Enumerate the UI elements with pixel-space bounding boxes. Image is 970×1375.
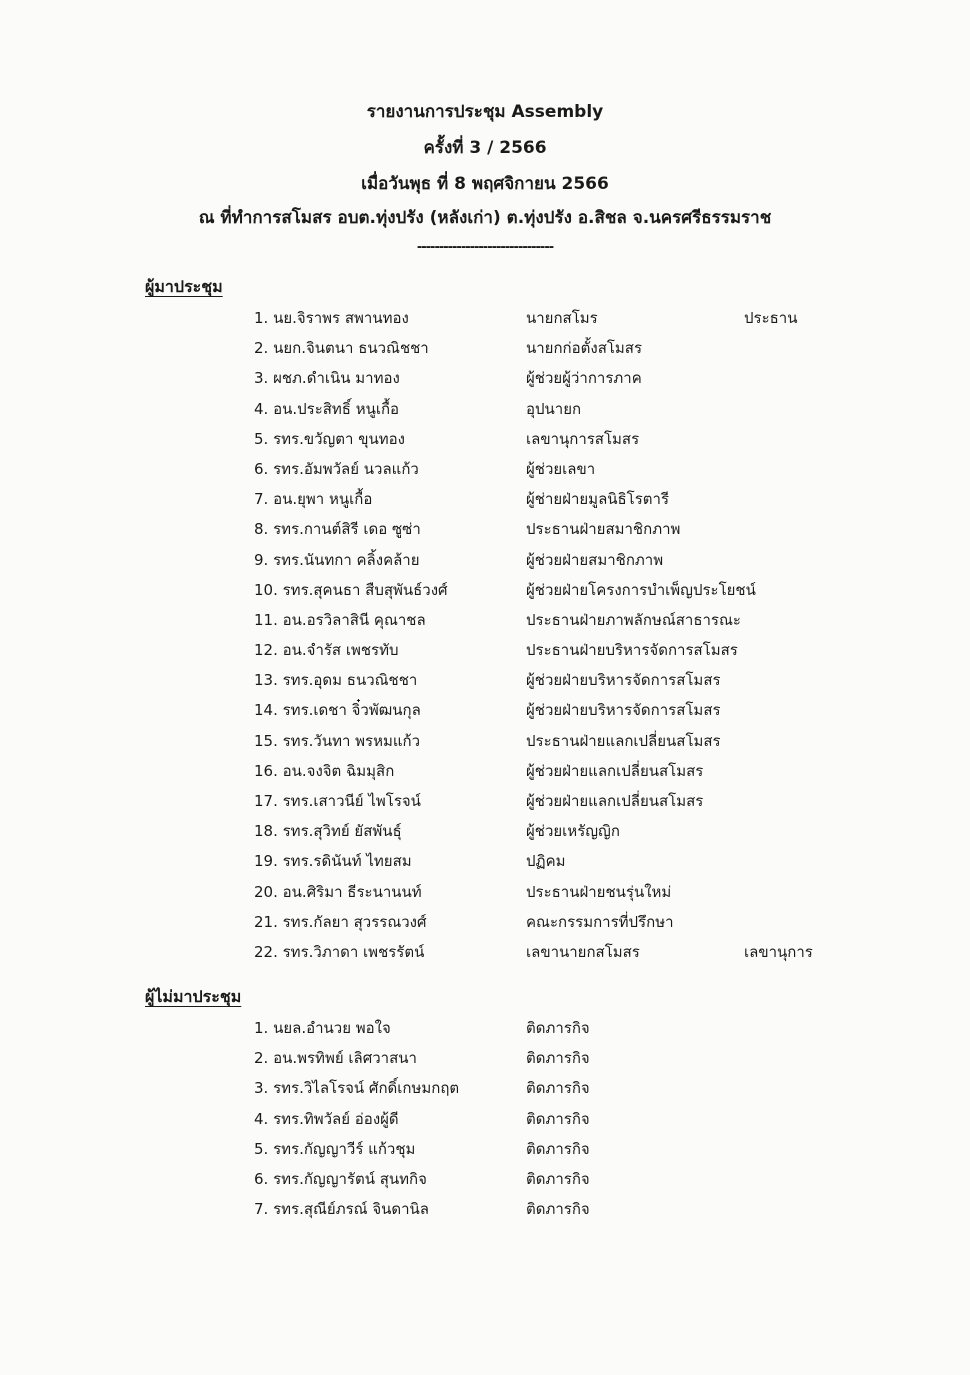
absentee-reason: ติดภารกิจ — [526, 1109, 590, 1128]
absentee-row — [0, 1197, 970, 1227]
attendee-position: คณะกรรมการที่ปรึกษา — [526, 912, 674, 931]
attendee-name: 15. รทร.วันทา พรหมแก้ว — [254, 731, 421, 750]
absentees-list — [0, 1016, 970, 1227]
attendee-row — [0, 548, 970, 578]
attendee-name: 6. รทร.อัมพวัลย์ นวลแก้ว — [254, 459, 419, 478]
attendee-row — [0, 849, 970, 879]
attendee-position: ประธานฝ่ายภาพลักษณ์สาธารณะ — [526, 610, 741, 629]
attendee-name: 18. รทร.สุวิทย์ ยัสพันธุ์ — [254, 822, 402, 841]
attendee-name: 20. อน.ศิริมา ธีระนานนท์ — [254, 882, 422, 901]
attendee-row — [0, 306, 970, 336]
attendee-name: 12. อน.จำรัส เพชรทับ — [254, 641, 399, 660]
attendee-row — [0, 487, 970, 517]
attendee-row — [0, 880, 970, 910]
attendee-row — [0, 729, 970, 759]
meeting-venue: ณ ที่ทำการสโมสร อบต.ทุ่งปรัง (หลังเก่า) ต.ทุ่งปรัง อ.สิชล จ.นครศรีธรรมราช — [198, 208, 772, 228]
attendee-position: ผู้ช่วยฝ่ายบริหารจัดการสโมสร — [526, 701, 721, 720]
attendee-row — [0, 427, 970, 457]
attendee-name: 9. รทร.นันทกา คลิ้งคล้าย — [254, 550, 420, 569]
absentee-reason: ติดภารกิจ — [526, 1049, 590, 1068]
absentee-row — [0, 1167, 970, 1197]
attendee-row — [0, 940, 970, 970]
attendee-row — [0, 517, 970, 547]
attendee-position: ผู้ช่วยฝ่ายสมาชิกภาพ — [526, 550, 664, 569]
absentee-name: 3. รทร.วิไลโรจน์ ศักดิ์เกษมกฤต — [254, 1079, 460, 1098]
attendee-row — [0, 397, 970, 427]
attendee-position: ผู้ช่วยผู้ว่าการภาค — [526, 369, 642, 388]
attendee-name: 14. รทร.เดชา จิ๋วพัฒนกุล — [254, 701, 421, 720]
attendee-name: 19. รทร.รดินันท์ ไทยสม — [254, 852, 412, 871]
absentee-reason: ติดภารกิจ — [526, 1019, 590, 1037]
absentee-row — [0, 1137, 970, 1167]
absentee-name: 5. รทร.กัญญาวีร์ แก้วชุม — [254, 1139, 416, 1158]
attendee-name: 22. รทร.วิภาดา เพชรรัตน์ — [254, 942, 425, 961]
attendee-position: ผู้ช่วยเลขา — [526, 459, 596, 478]
attendee-name: 11. อน.อรวิลาสินี คุณาชล — [254, 610, 426, 629]
attendee-position: เลขานายกสโมสร — [526, 942, 640, 961]
attendee-position: อุปนายก — [526, 399, 582, 418]
absentee-reason: ติดภารกิจ — [526, 1079, 590, 1098]
attendee-row — [0, 457, 970, 487]
attendee-position: ผู้ช่วยเหรัญญิก — [526, 822, 620, 841]
attendees-heading: ผู้มาประชุม — [145, 277, 223, 296]
attendee-position: ประธานฝ่ายสมาชิกภาพ — [526, 520, 681, 539]
attendee-name: 7. อน.ยุพา หนูเกื้อ — [254, 490, 373, 509]
attendee-role-note: ประธาน — [744, 309, 798, 327]
absentee-row — [0, 1016, 970, 1046]
attendee-name: 16. อน.จงจิต ฉิมมุสิก — [254, 761, 395, 780]
attendee-name: 5. รทร.ขวัญตา ขุนทอง — [254, 429, 405, 448]
attendee-position: ผู้ช่วยฝ่ายโครงการบำเพ็ญประโยชน์ — [526, 580, 756, 599]
attendee-row — [0, 366, 970, 396]
attendee-name: 21. รทร.กัลยา สุวรรณวงศ์ — [254, 912, 427, 931]
absentee-name: 6. รทร.กัญญารัตน์ สุนทกิจ — [254, 1169, 427, 1188]
attendee-row — [0, 578, 970, 608]
absentee-row — [0, 1046, 970, 1076]
attendee-name: 1. นย.จิราพร สพานทอง — [254, 309, 409, 327]
attendee-name: 17. รทร.เสาวนีย์ ไพโรจน์ — [254, 792, 421, 810]
attendee-position: ผู้ช่วยฝ่ายแลกเปลี่ยนสโมสร — [526, 761, 704, 780]
attendee-position: ผู้ช่วยฝ่ายบริหารจัดการสโมสร — [526, 671, 721, 690]
absentee-reason: ติดภารกิจ — [526, 1169, 590, 1188]
attendee-position: เลขานุการสโมสร — [526, 429, 640, 448]
attendee-position: ประธานฝ่ายแลกเปลี่ยนสโมสร — [526, 731, 721, 750]
attendee-position: ผู้ช่วยฝ่ายแลกเปลี่ยนสโมสร — [526, 792, 704, 810]
absentee-reason: ติดภารกิจ — [526, 1200, 590, 1219]
attendee-position: นายกก่อตั้งสโมสร — [526, 339, 643, 358]
attendee-row — [0, 336, 970, 366]
meeting-session: ครั้งที่ 3 / 2566 — [423, 138, 547, 158]
attendee-row — [0, 789, 970, 819]
absentee-row — [0, 1076, 970, 1106]
absentee-name: 4. รทร.ทิพวัลย์ อ่องผู้ดี — [254, 1109, 399, 1128]
absentee-name: 1. นยล.อำนวย พอใจ — [254, 1019, 391, 1037]
attendee-position: ประธานฝ่ายชนรุ่นใหม่ — [526, 882, 672, 901]
attendee-row — [0, 638, 970, 668]
attendee-row — [0, 759, 970, 789]
report-title: รายงานการประชุม Assembly — [366, 102, 604, 122]
attendee-name: 2. นยก.จินตนา ธนวณิชชา — [254, 339, 429, 358]
attendee-name: 13. รทร.อุดม ธนวณิชชา — [254, 671, 418, 690]
attendees-list — [0, 306, 970, 970]
attendee-row — [0, 698, 970, 728]
absentees-heading: ผู้ไม่มาประชุม — [145, 987, 242, 1006]
attendee-name: 3. ผชภ.ดำเนิน มาทอง — [254, 369, 400, 388]
attendee-position: ผู้ช่ายฝ่ายมูลนิธิโรตารี — [526, 490, 670, 509]
attendee-name: 4. อน.ประสิทธิ์ หนูเกื้อ — [254, 399, 400, 418]
attendee-role-note: เลขานุการ — [744, 942, 813, 961]
attendee-row — [0, 910, 970, 940]
attendee-position: ปฏิคม — [526, 852, 566, 871]
header-divider: ------------------------------- — [416, 240, 554, 255]
attendee-position: นายกสโมร — [526, 309, 598, 327]
attendee-name: 10. รทร.สุคนธา สืบสุพันธ์วงศ์ — [254, 580, 448, 599]
attendee-position: ประธานฝ่ายบริหารจัดการสโมสร — [526, 641, 738, 660]
absentee-reason: ติดภารกิจ — [526, 1139, 590, 1158]
absentee-name: 2. อน.พรทิพย์ เลิศวาสนา — [254, 1049, 417, 1068]
absentee-name: 7. รทร.สุณีย์ภรณ์ จินดานิล — [254, 1200, 429, 1219]
attendee-row — [0, 819, 970, 849]
meeting-date: เมื่อวันพุธ ที่ 8 พฤศจิกายน 2566 — [361, 174, 609, 194]
attendee-name: 8. รทร.กานต์สิรี เดอ ซูซ่า — [254, 520, 421, 539]
attendee-row — [0, 668, 970, 698]
absentee-row — [0, 1107, 970, 1137]
attendee-row — [0, 608, 970, 638]
